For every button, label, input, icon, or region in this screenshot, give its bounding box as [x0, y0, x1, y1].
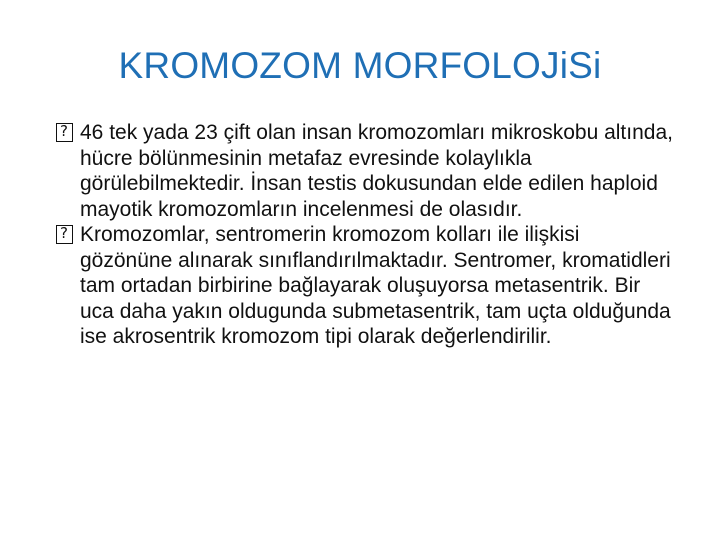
slide-title: KROMOZOM MORFOLOJiSi	[118, 45, 602, 86]
slide-body	[56, 120, 676, 350]
list-item	[56, 222, 676, 350]
paragraph-text: 46 tek yada 23 çift olan insan kromozomları mikroskobu altında, hücre bölünmesinin metafaz evresinde kolaylıkla görülebilmektedir. İnsan testis dokusundan elde edilen haploid mayotik kromozomların incelenmesi de olasıdır.	[80, 121, 673, 221]
paragraph-text: Kromozomlar, sentromerin kromozom kolları ile ilişkisi gözönüne alınarak sınıflandırılmaktadır. Sentromer, kromatidleri tam ortadan birbirine bağlayarak oluşuyorsa metasentrik. Bir uca daha yakın oldugunda submetasentrik, tam uçta olduğunda ise akrosentrik kromozom tipi olarak değerlendirilir.	[80, 223, 671, 348]
missing-glyph-box-icon	[56, 123, 73, 142]
missing-glyph-box-icon	[56, 225, 73, 244]
list-item	[56, 120, 676, 222]
